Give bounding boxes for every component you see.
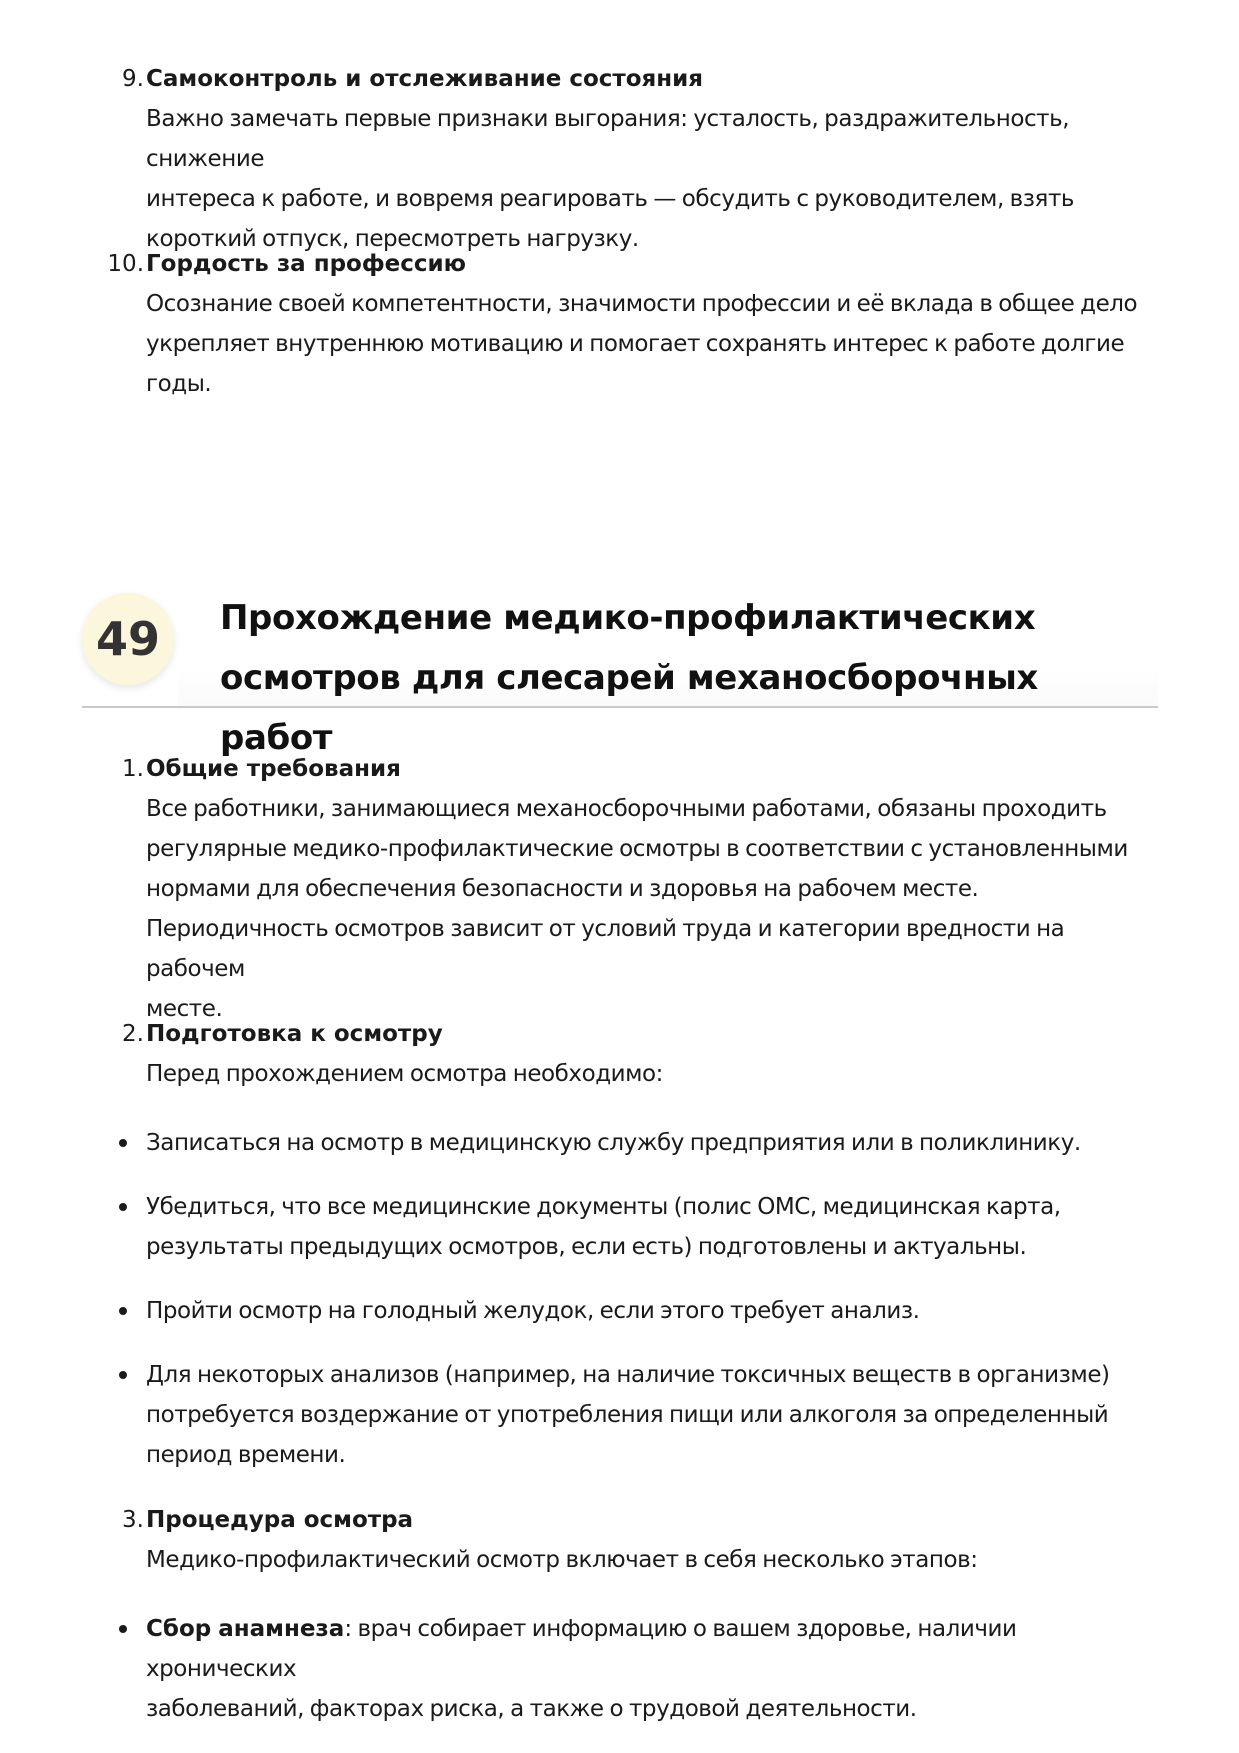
- text-line: Для некоторых анализов (например, на наличие токсичных веществ в организме): [146, 1362, 1110, 1388]
- text-line: регулярные медико-профилактические осмотры в соответствии с установленными: [146, 836, 1128, 862]
- section-header: [82, 580, 1158, 758]
- text-line: Пройти осмотр на голодный желудок, если этого требует анализ.: [146, 1298, 920, 1324]
- list-number: 10.: [107, 251, 144, 277]
- list-item-title: Гордость за профессию: [146, 251, 467, 277]
- list-item-2: [122, 1014, 1166, 1094]
- text-line: короткий отпуск, пересмотреть нагрузку.: [146, 226, 639, 252]
- list-number: 3.: [122, 1507, 144, 1533]
- text-line: результаты предыдущих осмотров, если есть) подготовлены и актуальны.: [146, 1234, 1027, 1260]
- bullet-item: [146, 1609, 1166, 1729]
- title-line: Прохождение медико-профилактических: [220, 598, 1036, 638]
- text-line: Медико-профилактический осмотр включает в себя несколько этапов:: [146, 1547, 978, 1573]
- text-line: период времени.: [146, 1442, 346, 1468]
- text-line: заболеваний, факторах риска, а также о трудовой деятельности.: [146, 1696, 917, 1722]
- list-number: 9.: [122, 66, 144, 92]
- text-line: укрепляет внутреннюю мотивацию и помогает сохранять интерес к работе долгие: [146, 331, 1125, 357]
- bullet-item: [146, 1187, 1166, 1267]
- list-number: 2.: [122, 1021, 144, 1047]
- text-line: Убедиться, что все медицинские документы (полис ОМС, медицинская карта,: [146, 1194, 1061, 1220]
- bullet-item: [146, 1123, 1166, 1163]
- list-item-text: [146, 1540, 1166, 1580]
- list-number: 1.: [122, 756, 144, 782]
- list-item-1: [122, 749, 1166, 1029]
- text-line: нормами для обеспечения безопасности и здоровья на рабочем месте.: [146, 876, 979, 902]
- list-item-title: Процедура осмотра: [146, 1507, 414, 1533]
- section-title: [220, 588, 1160, 768]
- text-line: Осознание своей компетентности, значимости профессии и её вклада в общее дело: [146, 291, 1138, 317]
- bullet-term: Сбор анамнеза: [146, 1616, 345, 1642]
- list-item-text: [146, 789, 1166, 1029]
- text-line: месте.: [146, 996, 223, 1022]
- text-line: Важно замечать первые признаки выгорания: усталость, раздражительность, снижение: [146, 106, 1070, 172]
- title-line: осмотров для слесарей механосборочных работ: [220, 658, 1038, 758]
- list-item-3: [122, 1500, 1166, 1580]
- list-item-title: Самоконтроль и отслеживание состояния: [146, 66, 704, 92]
- list-item-title: Подготовка к осмотру: [146, 1021, 443, 1047]
- text-line: годы.: [146, 371, 212, 397]
- text-line: потребуется воздержание от употребления пищи или алкоголя за определенный: [146, 1402, 1109, 1428]
- list-item-text: [146, 1054, 1166, 1094]
- text-line: : врач собирает информацию о вашем здоровье, наличии хронических: [146, 1616, 1017, 1682]
- text-line: интереса к работе, и вовремя реагировать — обсудить с руководителем, взять: [146, 186, 1075, 212]
- bullet-item: [146, 1355, 1166, 1475]
- section-number-badge: 49: [82, 593, 174, 685]
- header-divider: [82, 706, 1158, 708]
- text-line: Периодичность осмотров зависит от условий труда и категории вредности на рабочем: [146, 916, 1065, 982]
- list-item-10: [107, 244, 1166, 404]
- text-line: Записаться на осмотр в медицинскую службу предприятия или в поликлинику.: [146, 1130, 1081, 1156]
- list-item-text: [146, 284, 1166, 404]
- text-line: Все работники, занимающиеся механосборочными работами, обязаны проходить: [146, 796, 1107, 822]
- list-item-9: [122, 59, 1166, 259]
- bullet-item: [146, 1291, 1166, 1331]
- list-item-title: Общие требования: [146, 756, 401, 782]
- list-item-text: [146, 99, 1166, 259]
- text-line: Перед прохождением осмотра необходимо:: [146, 1061, 663, 1087]
